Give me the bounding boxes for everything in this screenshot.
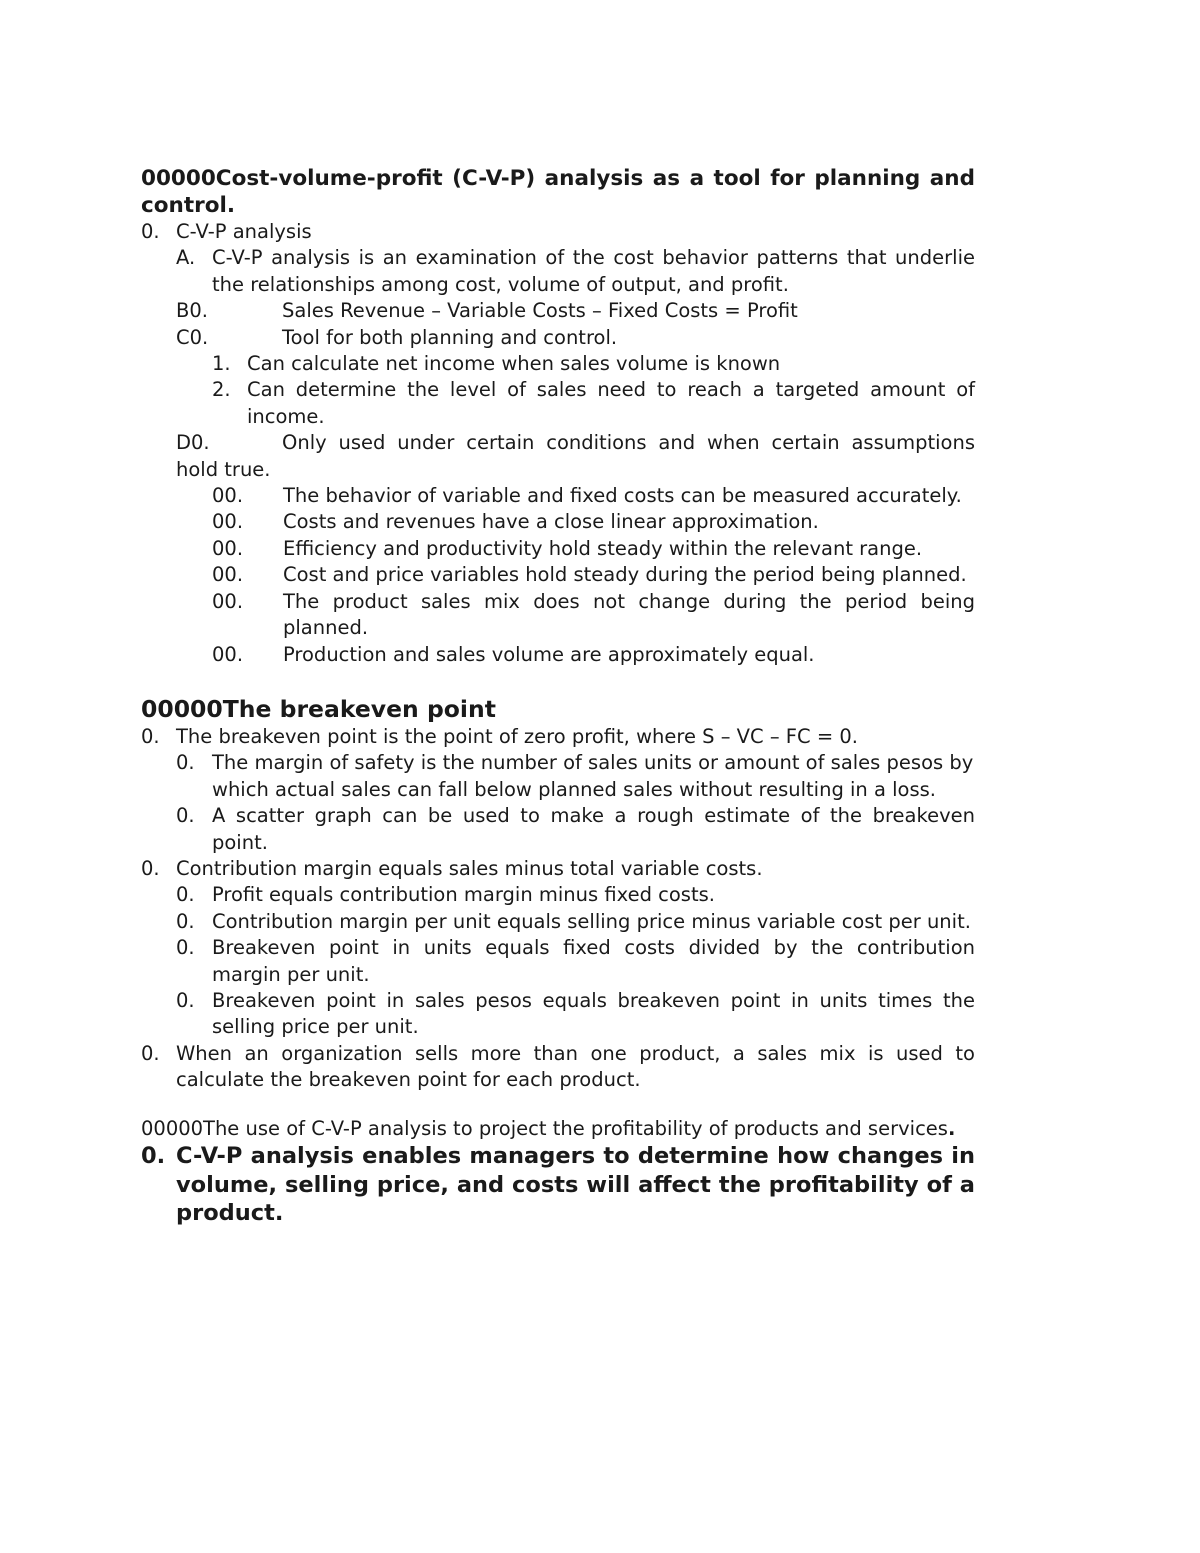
- list-marker: 0.: [176, 936, 195, 960]
- list-marker: C0.: [176, 325, 209, 349]
- list-text: C-V-P analysis is an examination of the cost behavior patterns that underlie the relationships among cost, volume of output, and profit.: [212, 246, 975, 296]
- list-marker: 0.: [141, 1143, 166, 1169]
- outline-item: [141, 509, 975, 535]
- list-marker: 0.: [141, 220, 160, 243]
- list-marker: D0.: [176, 431, 210, 455]
- list-marker: 00.: [212, 484, 244, 508]
- outline-item: [141, 750, 975, 803]
- list-text: Contribution margin equals sales minus total variable costs.: [176, 856, 763, 880]
- list-marker: 0.: [176, 804, 195, 828]
- outline-item: [141, 856, 975, 882]
- list-text: The product sales mix does not change during the period being planned.: [283, 589, 975, 640]
- section1-heading: 00000Cost-volume-profit (C-V-P) analysis as a tool for planning and control.: [141, 166, 975, 218]
- list-text: Can calculate net income when sales volume is known: [247, 352, 781, 376]
- list-text: Breakeven point in sales pesos equals breakeven point in units times the selling price per unit.: [212, 988, 975, 1039]
- section3-heading-period: .: [947, 1116, 956, 1140]
- outline-item: [141, 298, 975, 324]
- outline-item: [141, 483, 975, 509]
- outline-item: [141, 351, 975, 377]
- section3-heading: [141, 1116, 975, 1142]
- list-marker: 2.: [212, 378, 231, 402]
- outline-item: [141, 988, 975, 1041]
- list-text: Efficiency and productivity hold steady within the relevant range.: [283, 536, 923, 560]
- list-marker: 0.: [141, 724, 160, 748]
- spacer: [141, 668, 975, 694]
- outline-item: [141, 430, 975, 483]
- outline-item: [141, 562, 975, 588]
- outline-item: [141, 909, 975, 935]
- list-text: Production and sales volume are approximately equal.: [283, 642, 815, 666]
- list-text: Only used under certain conditions and when certain assumptions hold true.: [176, 431, 975, 481]
- outline-item: [141, 803, 975, 856]
- list-text: The margin of safety is the number of sales units or amount of sales pesos by which actual sales can fall below planned sales without resulting in a loss.: [212, 751, 974, 801]
- list-text: The breakeven point is the point of zero profit, where S – VC – FC = 0.: [176, 724, 858, 748]
- outline-item: [141, 245, 975, 298]
- outline-item: [141, 642, 975, 668]
- list-text: A scatter graph can be used to make a rough estimate of the breakeven point.: [212, 804, 975, 854]
- list-marker: 00.: [212, 510, 244, 534]
- list-marker: 0.: [176, 883, 195, 907]
- outline-item: [141, 935, 975, 988]
- list-text: Can determine the level of sales need to reach a targeted amount of income.: [247, 378, 975, 428]
- list-text: C-V-P analysis enables managers to determine how changes in volume, selling price, and costs will affect the profitability of a product.: [176, 1143, 975, 1226]
- section3-heading-text: 00000The use of C-V-P analysis to project the profitability of products and services: [141, 1116, 948, 1140]
- list-marker: 1.: [212, 352, 231, 376]
- outline-item: [141, 1142, 975, 1228]
- list-marker: 0.: [141, 856, 160, 880]
- outline-item: [141, 325, 975, 351]
- list-text: Sales Revenue – Variable Costs – Fixed Costs = Profit: [282, 299, 798, 323]
- outline-item: [141, 882, 975, 908]
- outline-item: [141, 219, 975, 245]
- list-text: Profit equals contribution margin minus fixed costs.: [212, 883, 715, 907]
- outline-item: [141, 589, 975, 642]
- outline-item: [141, 1041, 975, 1094]
- list-marker: 00.: [212, 563, 244, 587]
- list-text: C-V-P analysis: [176, 220, 312, 243]
- list-text: The behavior of variable and fixed costs can be measured accurately.: [283, 484, 962, 508]
- list-marker: B0.: [176, 299, 208, 323]
- outline-item: [141, 536, 975, 562]
- document-content: [141, 165, 975, 1228]
- outline-item: [141, 724, 975, 750]
- list-marker: A.: [176, 246, 196, 270]
- section2-heading: 00000The breakeven point: [141, 694, 496, 723]
- list-text: Cost and price variables hold steady during the period being planned.: [283, 563, 967, 587]
- list-text: Contribution margin per unit equals selling price minus variable cost per unit.: [212, 909, 971, 933]
- list-marker: 00.: [212, 589, 244, 613]
- list-text: Costs and revenues have a close linear approximation.: [283, 510, 819, 534]
- list-marker: 00.: [212, 642, 244, 666]
- spacer: [141, 1094, 975, 1116]
- list-marker: 0.: [176, 988, 195, 1012]
- list-marker: 0.: [176, 751, 195, 775]
- list-marker: 00.: [212, 536, 244, 560]
- list-marker: 0.: [176, 909, 195, 933]
- list-text: Tool for both planning and control.: [282, 325, 618, 349]
- list-text: When an organization sells more than one product, a sales mix is used to calculate the breakeven point for each product.: [176, 1041, 975, 1092]
- outline-item: [141, 377, 975, 430]
- list-marker: 0.: [141, 1041, 160, 1065]
- list-text: Breakeven point in units equals fixed costs divided by the contribution margin per unit.: [212, 936, 975, 986]
